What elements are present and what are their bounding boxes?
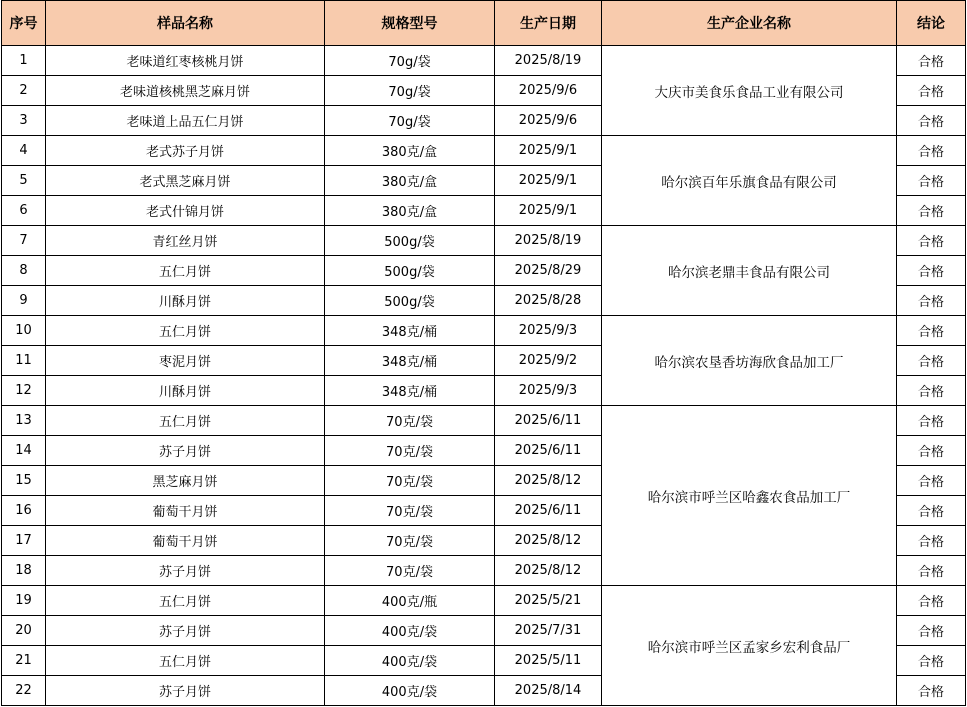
- cell-serial-number: 15: [2, 466, 46, 496]
- cell-serial-number: 2: [2, 76, 46, 106]
- cell-serial-number: 8: [2, 256, 46, 286]
- cell-conclusion: 合格: [897, 526, 966, 556]
- cell-sample-name: 苏子月饼: [46, 556, 325, 586]
- table-header-row: [2, 1, 966, 46]
- cell-specification: 380克/盒: [325, 136, 495, 166]
- cell-serial-number: 3: [2, 106, 46, 136]
- cell-conclusion: 合格: [897, 316, 966, 346]
- cell-production-date: 2025/5/11: [495, 646, 602, 676]
- cell-production-date: 2025/9/1: [495, 136, 602, 166]
- cell-specification: 380克/盒: [325, 196, 495, 226]
- cell-sample-name: 青红丝月饼: [46, 226, 325, 256]
- cell-specification: 400克/袋: [325, 616, 495, 646]
- cell-conclusion: 合格: [897, 496, 966, 526]
- cell-production-date: 2025/8/12: [495, 556, 602, 586]
- header-serial-number: 序号: [2, 1, 46, 46]
- cell-sample-name: 苏子月饼: [46, 436, 325, 466]
- table-row: [2, 226, 966, 256]
- cell-serial-number: 9: [2, 286, 46, 316]
- cell-sample-name: 川酥月饼: [46, 376, 325, 406]
- cell-manufacturer: 哈尔滨百年乐旗食品有限公司: [602, 136, 897, 226]
- cell-conclusion: 合格: [897, 346, 966, 376]
- table-row: [2, 136, 966, 166]
- cell-conclusion: 合格: [897, 46, 966, 76]
- cell-specification: 70克/袋: [325, 526, 495, 556]
- cell-conclusion: 合格: [897, 466, 966, 496]
- cell-specification: 400克/袋: [325, 676, 495, 706]
- cell-production-date: 2025/8/19: [495, 226, 602, 256]
- cell-specification: 400克/袋: [325, 646, 495, 676]
- cell-sample-name: 黑芝麻月饼: [46, 466, 325, 496]
- cell-serial-number: 10: [2, 316, 46, 346]
- table-row: [2, 316, 966, 346]
- cell-serial-number: 16: [2, 496, 46, 526]
- cell-specification: 70g/袋: [325, 106, 495, 136]
- inspection-results-table: [1, 0, 966, 706]
- table-row: [2, 46, 966, 76]
- cell-specification: 70克/袋: [325, 496, 495, 526]
- cell-conclusion: 合格: [897, 106, 966, 136]
- header-sample-name: 样品名称: [46, 1, 325, 46]
- cell-production-date: 2025/7/31: [495, 616, 602, 646]
- cell-specification: 348克/桶: [325, 346, 495, 376]
- cell-sample-name: 苏子月饼: [46, 616, 325, 646]
- cell-production-date: 2025/9/3: [495, 376, 602, 406]
- cell-production-date: 2025/9/6: [495, 76, 602, 106]
- cell-specification: 70克/袋: [325, 436, 495, 466]
- cell-specification: 70g/袋: [325, 46, 495, 76]
- cell-manufacturer: 大庆市美食乐食品工业有限公司: [602, 46, 897, 136]
- cell-production-date: 2025/8/19: [495, 46, 602, 76]
- cell-conclusion: 合格: [897, 646, 966, 676]
- cell-serial-number: 12: [2, 376, 46, 406]
- cell-sample-name: 五仁月饼: [46, 256, 325, 286]
- cell-serial-number: 7: [2, 226, 46, 256]
- cell-conclusion: 合格: [897, 196, 966, 226]
- cell-sample-name: 葡萄干月饼: [46, 496, 325, 526]
- cell-specification: 400克/瓶: [325, 586, 495, 616]
- cell-specification: 380克/盒: [325, 166, 495, 196]
- header-specification: 规格型号: [325, 1, 495, 46]
- cell-serial-number: 1: [2, 46, 46, 76]
- cell-production-date: 2025/6/11: [495, 406, 602, 436]
- table-body: [2, 46, 966, 706]
- cell-serial-number: 22: [2, 676, 46, 706]
- cell-production-date: 2025/5/21: [495, 586, 602, 616]
- cell-sample-name: 老式什锦月饼: [46, 196, 325, 226]
- cell-production-date: 2025/9/6: [495, 106, 602, 136]
- cell-serial-number: 13: [2, 406, 46, 436]
- cell-serial-number: 19: [2, 586, 46, 616]
- cell-sample-name: 葡萄干月饼: [46, 526, 325, 556]
- cell-conclusion: 合格: [897, 166, 966, 196]
- cell-production-date: 2025/9/3: [495, 316, 602, 346]
- table-row: [2, 406, 966, 436]
- cell-serial-number: 6: [2, 196, 46, 226]
- table-row: [2, 586, 966, 616]
- cell-conclusion: 合格: [897, 136, 966, 166]
- cell-production-date: 2025/6/11: [495, 436, 602, 466]
- cell-specification: 70克/袋: [325, 406, 495, 436]
- cell-conclusion: 合格: [897, 586, 966, 616]
- cell-sample-name: 老味道红枣核桃月饼: [46, 46, 325, 76]
- cell-production-date: 2025/8/29: [495, 256, 602, 286]
- cell-production-date: 2025/9/2: [495, 346, 602, 376]
- cell-conclusion: 合格: [897, 376, 966, 406]
- cell-serial-number: 20: [2, 616, 46, 646]
- cell-sample-name: 老式黑芝麻月饼: [46, 166, 325, 196]
- cell-production-date: 2025/8/12: [495, 466, 602, 496]
- cell-production-date: 2025/8/12: [495, 526, 602, 556]
- cell-sample-name: 苏子月饼: [46, 676, 325, 706]
- cell-serial-number: 18: [2, 556, 46, 586]
- cell-specification: 500g/袋: [325, 256, 495, 286]
- cell-production-date: 2025/9/1: [495, 166, 602, 196]
- cell-sample-name: 老味道核桃黑芝麻月饼: [46, 76, 325, 106]
- cell-manufacturer: 哈尔滨市呼兰区哈鑫农食品加工厂: [602, 406, 897, 586]
- cell-manufacturer: 哈尔滨市呼兰区孟家乡宏利食品厂: [602, 586, 897, 706]
- cell-production-date: 2025/8/14: [495, 676, 602, 706]
- cell-manufacturer: 哈尔滨老鼎丰食品有限公司: [602, 226, 897, 316]
- header-conclusion: 结论: [897, 1, 966, 46]
- cell-manufacturer: 哈尔滨农垦香坊海欣食品加工厂: [602, 316, 897, 406]
- header-manufacturer: 生产企业名称: [602, 1, 897, 46]
- cell-sample-name: 五仁月饼: [46, 646, 325, 676]
- cell-specification: 500g/袋: [325, 226, 495, 256]
- cell-sample-name: 老式苏子月饼: [46, 136, 325, 166]
- header-production-date: 生产日期: [495, 1, 602, 46]
- cell-production-date: 2025/6/11: [495, 496, 602, 526]
- cell-conclusion: 合格: [897, 616, 966, 646]
- cell-serial-number: 17: [2, 526, 46, 556]
- cell-specification: 70g/袋: [325, 76, 495, 106]
- cell-specification: 70克/袋: [325, 556, 495, 586]
- cell-specification: 500g/袋: [325, 286, 495, 316]
- cell-conclusion: 合格: [897, 76, 966, 106]
- cell-sample-name: 老味道上品五仁月饼: [46, 106, 325, 136]
- cell-serial-number: 21: [2, 646, 46, 676]
- cell-serial-number: 14: [2, 436, 46, 466]
- cell-conclusion: 合格: [897, 676, 966, 706]
- cell-production-date: 2025/8/28: [495, 286, 602, 316]
- cell-conclusion: 合格: [897, 226, 966, 256]
- cell-conclusion: 合格: [897, 406, 966, 436]
- cell-serial-number: 4: [2, 136, 46, 166]
- cell-conclusion: 合格: [897, 256, 966, 286]
- cell-sample-name: 五仁月饼: [46, 406, 325, 436]
- cell-sample-name: 五仁月饼: [46, 316, 325, 346]
- cell-conclusion: 合格: [897, 436, 966, 466]
- cell-specification: 348克/桶: [325, 376, 495, 406]
- cell-conclusion: 合格: [897, 556, 966, 586]
- cell-conclusion: 合格: [897, 286, 966, 316]
- cell-specification: 70克/袋: [325, 466, 495, 496]
- cell-production-date: 2025/9/1: [495, 196, 602, 226]
- cell-serial-number: 11: [2, 346, 46, 376]
- cell-sample-name: 枣泥月饼: [46, 346, 325, 376]
- cell-sample-name: 川酥月饼: [46, 286, 325, 316]
- cell-serial-number: 5: [2, 166, 46, 196]
- cell-specification: 348克/桶: [325, 316, 495, 346]
- cell-sample-name: 五仁月饼: [46, 586, 325, 616]
